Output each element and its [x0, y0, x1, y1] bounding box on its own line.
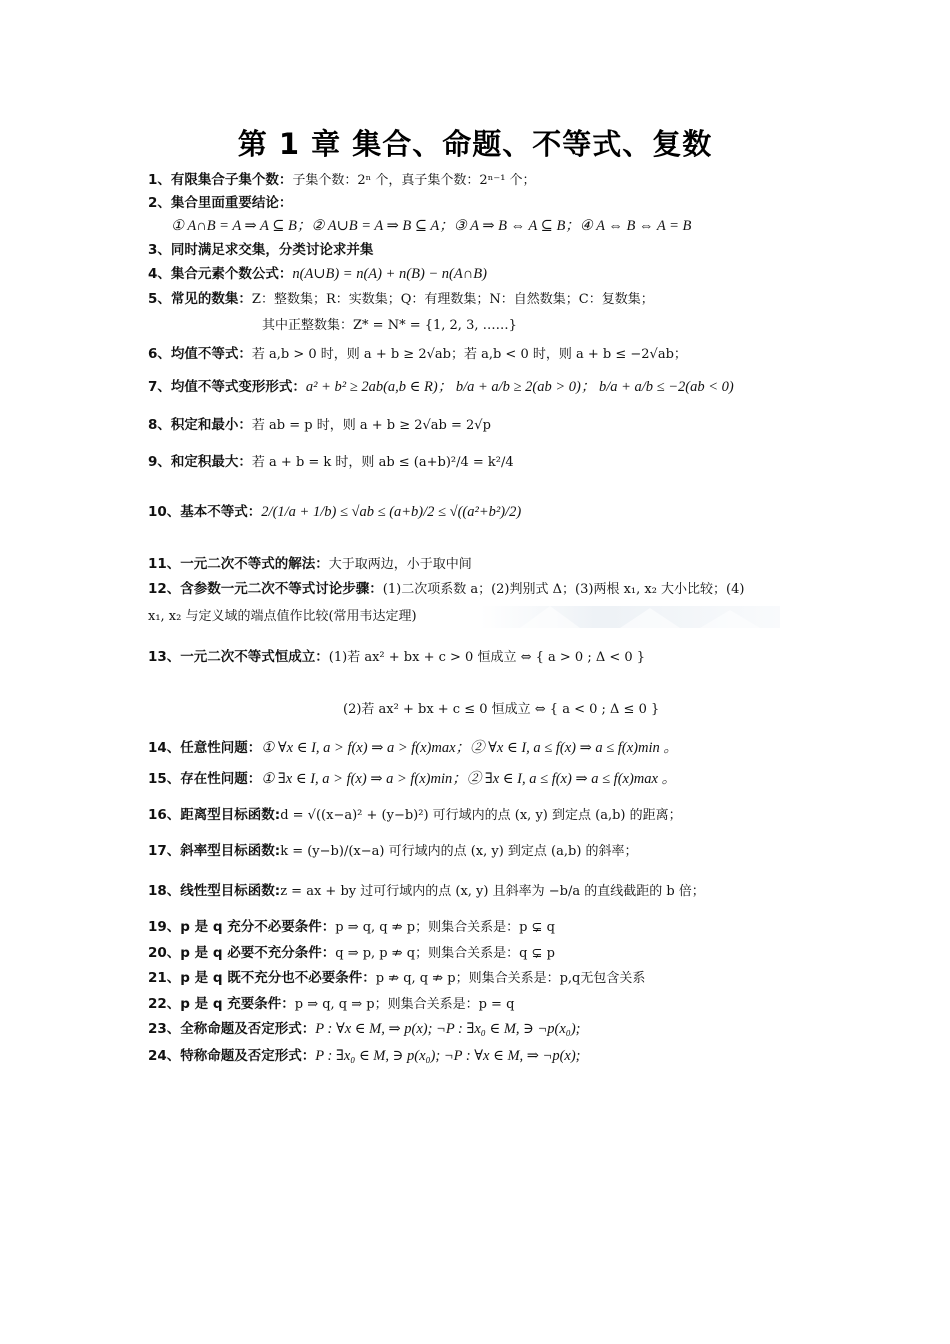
- item-text: ① A∩B = A ⇒ A ⊆ B；② A∪B = A ⇒ B ⊆ A；③ A ⇒ B ⇔ A ⊆ B；④ A ⇔ B ⇔ A = B: [171, 218, 692, 234]
- list-item-20: [148, 944, 808, 963]
- item-label: 斜率型目标函数:: [180, 843, 281, 859]
- list-item-17: [148, 842, 808, 861]
- item-text: p ⇒ q, q ⇒ p；则集合关系是：p = q: [294, 997, 515, 1012]
- item-text: 若 ab = p 时，则 a + b ≥ 2√ab = 2√p: [251, 418, 491, 433]
- item-number: 1、: [148, 172, 171, 188]
- list-item-2-body: [171, 217, 831, 235]
- list-item-5-body: [262, 316, 922, 335]
- item-number: 4、: [148, 266, 171, 282]
- item-text: (1)二次项系数 a；(2)判别式 Δ；(3)两根 x₁, x₂ 大小比较；(4): [382, 582, 745, 597]
- list-item-2: [148, 194, 808, 212]
- list-item-22: [148, 995, 808, 1014]
- item-text: ① ∀x ∈ I, a > f(x) ⇒ a > f(x)max；② ∀x ∈ I, a ≤ f(x) ⇒ a ≤ f(x)min 。: [261, 740, 678, 756]
- item-label: 含参数一元二次不等式讨论步骤：: [180, 581, 383, 597]
- item-label: p 是 q 充要条件：: [180, 996, 295, 1012]
- list-item-16: [148, 806, 808, 825]
- list-item-11: [148, 555, 808, 574]
- list-item-19: [148, 918, 808, 937]
- item-number: 8、: [148, 417, 171, 433]
- item-label: 均值不等式变形形式：: [170, 379, 306, 395]
- list-item-13-body: [343, 700, 950, 719]
- item-text: P : ∃x₀ ∈ M, ∋ p(x₀); ¬P : ∀x ∈ M, ⇒ ¬p(x);: [315, 1048, 581, 1064]
- item-text: 若 a + b = k 时，则 ab ≤ (a+b)²/4 = k²/4: [251, 455, 514, 470]
- item-text: Z：整数集；R：实数集；Q：有理数集；N：自然数集；C：复数集；: [251, 292, 654, 307]
- item-number: 24、: [148, 1048, 181, 1064]
- item-label: 基本不等式：: [180, 504, 262, 520]
- item-text: p ⇒ q, q ⇏ p；则集合关系是：p ⊊ q: [335, 920, 555, 935]
- item-label: p 是 q 充分不必要条件：: [180, 919, 336, 935]
- list-item-12-body: [148, 607, 808, 626]
- item-label: 常见的数集：: [170, 291, 252, 307]
- list-item-23: [148, 1020, 808, 1038]
- item-text: z = ax + by 过可行域内的点 (x, y) 且斜率为 −b/a 的直线截距的 b 倍；: [280, 884, 705, 899]
- item-number: 13、: [148, 649, 181, 665]
- item-text: x₁, x₂ 与定义域的端点值作比较(常用韦达定理): [148, 609, 417, 624]
- item-number: 7、: [148, 379, 171, 395]
- item-text: q ⇒ p, p ⇏ q；则集合关系是：q ⊊ p: [335, 946, 555, 961]
- item-label: 一元二次不等式恒成立：: [180, 649, 329, 665]
- item-label: p 是 q 必要不充分条件：: [180, 945, 336, 961]
- item-text: k = (y−b)/(x−a) 可行域内的点 (x, y) 到定点 (a,b) 的斜率；: [280, 844, 638, 859]
- item-text: p ⇏ q, q ⇏ p；则集合关系是：p,q无包含关系: [375, 971, 646, 986]
- item-label: 距离型目标函数:: [180, 807, 281, 823]
- item-label: 有限集合子集个数：: [170, 172, 293, 188]
- item-text: P : ∀x ∈ M, ⇒ p(x); ¬P : ∃x₀ ∈ M, ∋ ¬p(x₀);: [315, 1021, 581, 1037]
- item-label: 同时满足求交集，分类讨论求并集: [170, 242, 374, 258]
- item-text: 其中正整数集：Z* = N* = {1, 2, 3, ……}: [262, 318, 517, 333]
- item-text: 2/(1/a + 1/b) ≤ √ab ≤ (a+b)/2 ≤ √((a²+b²)/2): [261, 504, 522, 520]
- item-number: 5、: [148, 291, 171, 307]
- item-label: 特称命题及否定形式：: [180, 1048, 316, 1064]
- item-text: n(A∪B) = n(A) + n(B) − n(A∩B): [292, 266, 487, 282]
- list-item-24: [148, 1047, 808, 1065]
- item-number: 21、: [148, 970, 181, 986]
- item-text: 大于取两边，小于取中间: [328, 557, 472, 572]
- item-label: 集合里面重要结论：: [170, 195, 293, 211]
- list-item-7: [148, 378, 808, 396]
- item-label: 线性型目标函数:: [180, 883, 281, 899]
- list-item-13: [148, 648, 808, 667]
- item-label: 全称命题及否定形式：: [180, 1021, 316, 1037]
- item-number: 15、: [148, 771, 181, 787]
- item-number: 10、: [148, 504, 181, 520]
- item-number: 14、: [148, 740, 181, 756]
- list-item-14: [148, 739, 808, 757]
- item-label: 均值不等式：: [170, 346, 252, 362]
- list-item-12: [148, 580, 808, 599]
- item-number: 20、: [148, 945, 181, 961]
- item-number: 23、: [148, 1021, 181, 1037]
- item-text: 若 a,b > 0 时，则 a + b ≥ 2√ab；若 a,b < 0 时，则 a + b ≤ −2√ab；: [251, 347, 687, 362]
- item-label: p 是 q 既不充分也不必要条件：: [180, 970, 376, 986]
- item-number: 2、: [148, 195, 171, 211]
- item-label: 存在性问题：: [180, 771, 262, 787]
- item-text: (1)若 ax² + bx + c > 0 恒成立 ⇔ { a > 0 ; Δ < 0 }: [328, 650, 646, 665]
- item-number: 18、: [148, 883, 181, 899]
- item-number: 6、: [148, 346, 171, 362]
- list-item-9: [148, 453, 808, 472]
- list-item-21: [148, 969, 808, 988]
- item-label: 积定和最小：: [170, 417, 252, 433]
- item-label: 集合元素个数公式：: [170, 266, 293, 282]
- chapter-title: 第 1 章 集合、命题、不等式、复数: [237, 127, 713, 161]
- list-item-1: [148, 171, 808, 190]
- item-text: a² + b² ≥ 2ab(a,b ∈ R)； b/a + a/b ≥ 2(ab > 0)； b/a + a/b ≤ −2(ab < 0): [305, 379, 734, 395]
- item-text: ① ∃x ∈ I, a > f(x) ⇒ a > f(x)min；② ∃x ∈ I, a ≤ f(x) ⇒ a ≤ f(x)max 。: [261, 771, 677, 787]
- list-item-5: [148, 290, 808, 309]
- item-label: 一元二次不等式的解法：: [180, 556, 329, 572]
- item-number: 9、: [148, 454, 171, 470]
- item-label: 任意性问题：: [180, 740, 262, 756]
- item-text: 子集个数：2ⁿ 个，真子集个数：2ⁿ⁻¹ 个；: [292, 173, 536, 188]
- item-number: 12、: [148, 581, 181, 597]
- item-text: d = √((x−a)² + (y−b)²) 可行域内的点 (x, y) 到定点 (a,b) 的距离；: [280, 808, 682, 823]
- list-item-15: [148, 770, 808, 788]
- item-number: 19、: [148, 919, 181, 935]
- list-item-3: [148, 241, 808, 259]
- item-number: 22、: [148, 996, 181, 1012]
- list-item-8: [148, 416, 808, 435]
- list-item-4: [148, 265, 808, 283]
- item-number: 17、: [148, 843, 181, 859]
- item-number: 3、: [148, 242, 171, 258]
- list-item-10: [148, 503, 808, 521]
- item-number: 11、: [148, 556, 181, 572]
- list-item-6: [148, 345, 808, 364]
- list-item-18: [148, 882, 808, 901]
- item-number: 16、: [148, 807, 181, 823]
- item-text: (2)若 ax² + bx + c ≤ 0 恒成立 ⇔ { a < 0 ; Δ ≤ 0 }: [343, 702, 660, 717]
- item-label: 和定积最大：: [170, 454, 252, 470]
